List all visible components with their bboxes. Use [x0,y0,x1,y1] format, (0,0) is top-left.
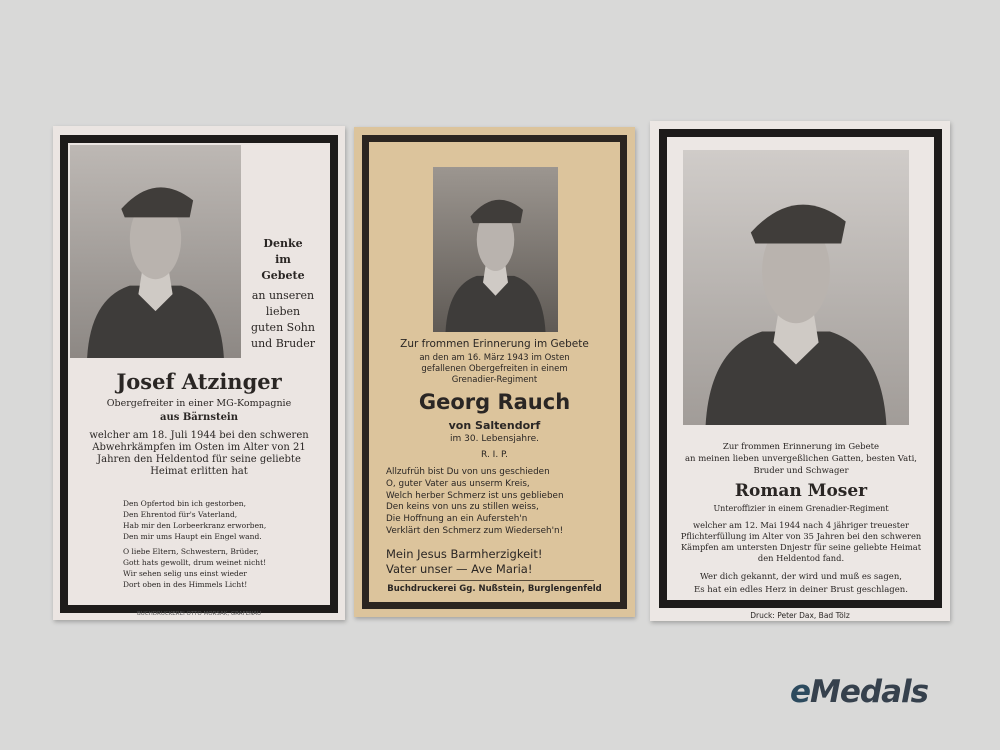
verse-line: Welch herber Schmerz ist uns geblieben [386,490,564,501]
printer-imprint: Buchdruckerei Gg. Nußstein, Burglengenfeld [387,584,602,594]
verse [670,571,932,597]
verse-line: Den Ehrentod für's Vaterland, [123,510,238,519]
circumstance-text [369,353,620,386]
verse-line: Wer dich gekannt, der wird und muß es sagen, [699,572,902,582]
text-line: an meinen lieben unvergeßlichen Gatten, besten Vati, [684,454,918,464]
side-line: Gebete [261,269,305,282]
verse-2 [123,546,293,590]
death-card-georg-rauch [354,127,635,617]
portrait-photo [70,145,241,358]
verse-line: Gott hats gewollt, drum weinet nicht! [123,558,267,567]
age-text: im 30. Lebensjahre. [450,434,539,444]
verse-line: Wir sehen selig uns einst wieder [123,569,247,578]
side-line: lieben [265,305,301,318]
verse-line: Den mir ums Haupt ein Engel wand. [123,532,262,541]
text-line: Zur frommen Erinnerung im Gebete [722,442,880,452]
origin-text: aus Bärnstein [159,412,238,423]
emedals-logo: eMedals [790,674,929,710]
body-text: welcher am 12. Mai 1944 nach 4 jähriger treuester Pflichterfüllung im Alter von 35 Jahren bei den schweren Kämpfen am untersten Dnjestr für seine geliebte Heimat den Heldentod fand. [680,520,922,563]
verse-line: Allzufrüh bist Du von uns geschieden [386,467,550,477]
side-line: im [275,253,291,266]
verse-line: Hab mir den Lorbeerkranz erworben, [123,521,267,530]
verse-line: Die Hoffnung an ein Aufersteh'n [386,514,528,525]
portrait-photo [433,167,558,332]
text-line: gefallenen Obergefreiten in einem [421,364,568,374]
dedication-text [243,236,323,352]
intro-text: Zur frommen Erinnerung im Gebete [400,338,589,350]
origin-text: von Saltendorf [448,419,541,432]
deceased-name: Roman Moser [734,481,868,501]
verse-1 [123,498,293,542]
deceased-name: Josef Atzinger [116,369,282,394]
verse [386,467,616,538]
death-card-josef-atzinger [53,126,345,620]
rank-text: Unteroffizier in einem Grenadier-Regiment [713,504,889,513]
printer-imprint: Druck: Peter Dax, Bad Tölz [750,611,850,620]
verse-line: Den Opfertod bin ich gestorben, [123,499,247,508]
rank-text: Obergefreiter in einer MG-Kompagnie [106,398,292,409]
verse-line: Verklärt den Schmerz zum Wiederseh'n! [386,525,564,536]
printer-imprint: BUCHDRUCKEREI OTTO MORSAK, GRAFENAU [137,611,261,617]
body-text: welcher am 18. Juli 1944 bei den schweren Abwehrkämpfen im Osten im Alter von 21 Jahren den Heldentod für seine geliebte Heimat erlitten hat [89,430,309,477]
side-line: an unseren [251,289,315,302]
verse-line: Es hat ein edles Herz in deiner Brust geschlagen. [694,585,908,595]
text-line: Bruder und Schwager [753,466,849,476]
prayer-line: Vater unser — Ave Maria! [386,562,533,576]
portrait-photo [683,150,909,425]
deceased-name: Georg Rauch [418,390,571,414]
verse-line: O liebe Eltern, Schwestern, Brüder, [123,547,259,556]
verse-line: Dort oben in des Himmels Licht! [123,580,248,589]
text-line: Grenadier-Regiment [451,375,538,385]
side-line: Denke [263,237,303,250]
text-line: an den am 16. März 1943 im Osten [419,353,570,363]
prayer-text [386,547,616,577]
rip-text: R. I. P. [481,450,508,460]
verse-line: Den keins von uns zu stillen weiss, [386,502,539,513]
side-line: guten Sohn [251,321,315,334]
divider [394,580,594,581]
side-line: und Bruder [251,337,315,350]
verse-line: O, guter Vater aus unserm Kreis, [386,478,530,489]
death-card-roman-moser [650,121,950,621]
intro-text [670,441,932,477]
prayer-line: Mein Jesus Barmherzigkeit! [386,547,543,561]
